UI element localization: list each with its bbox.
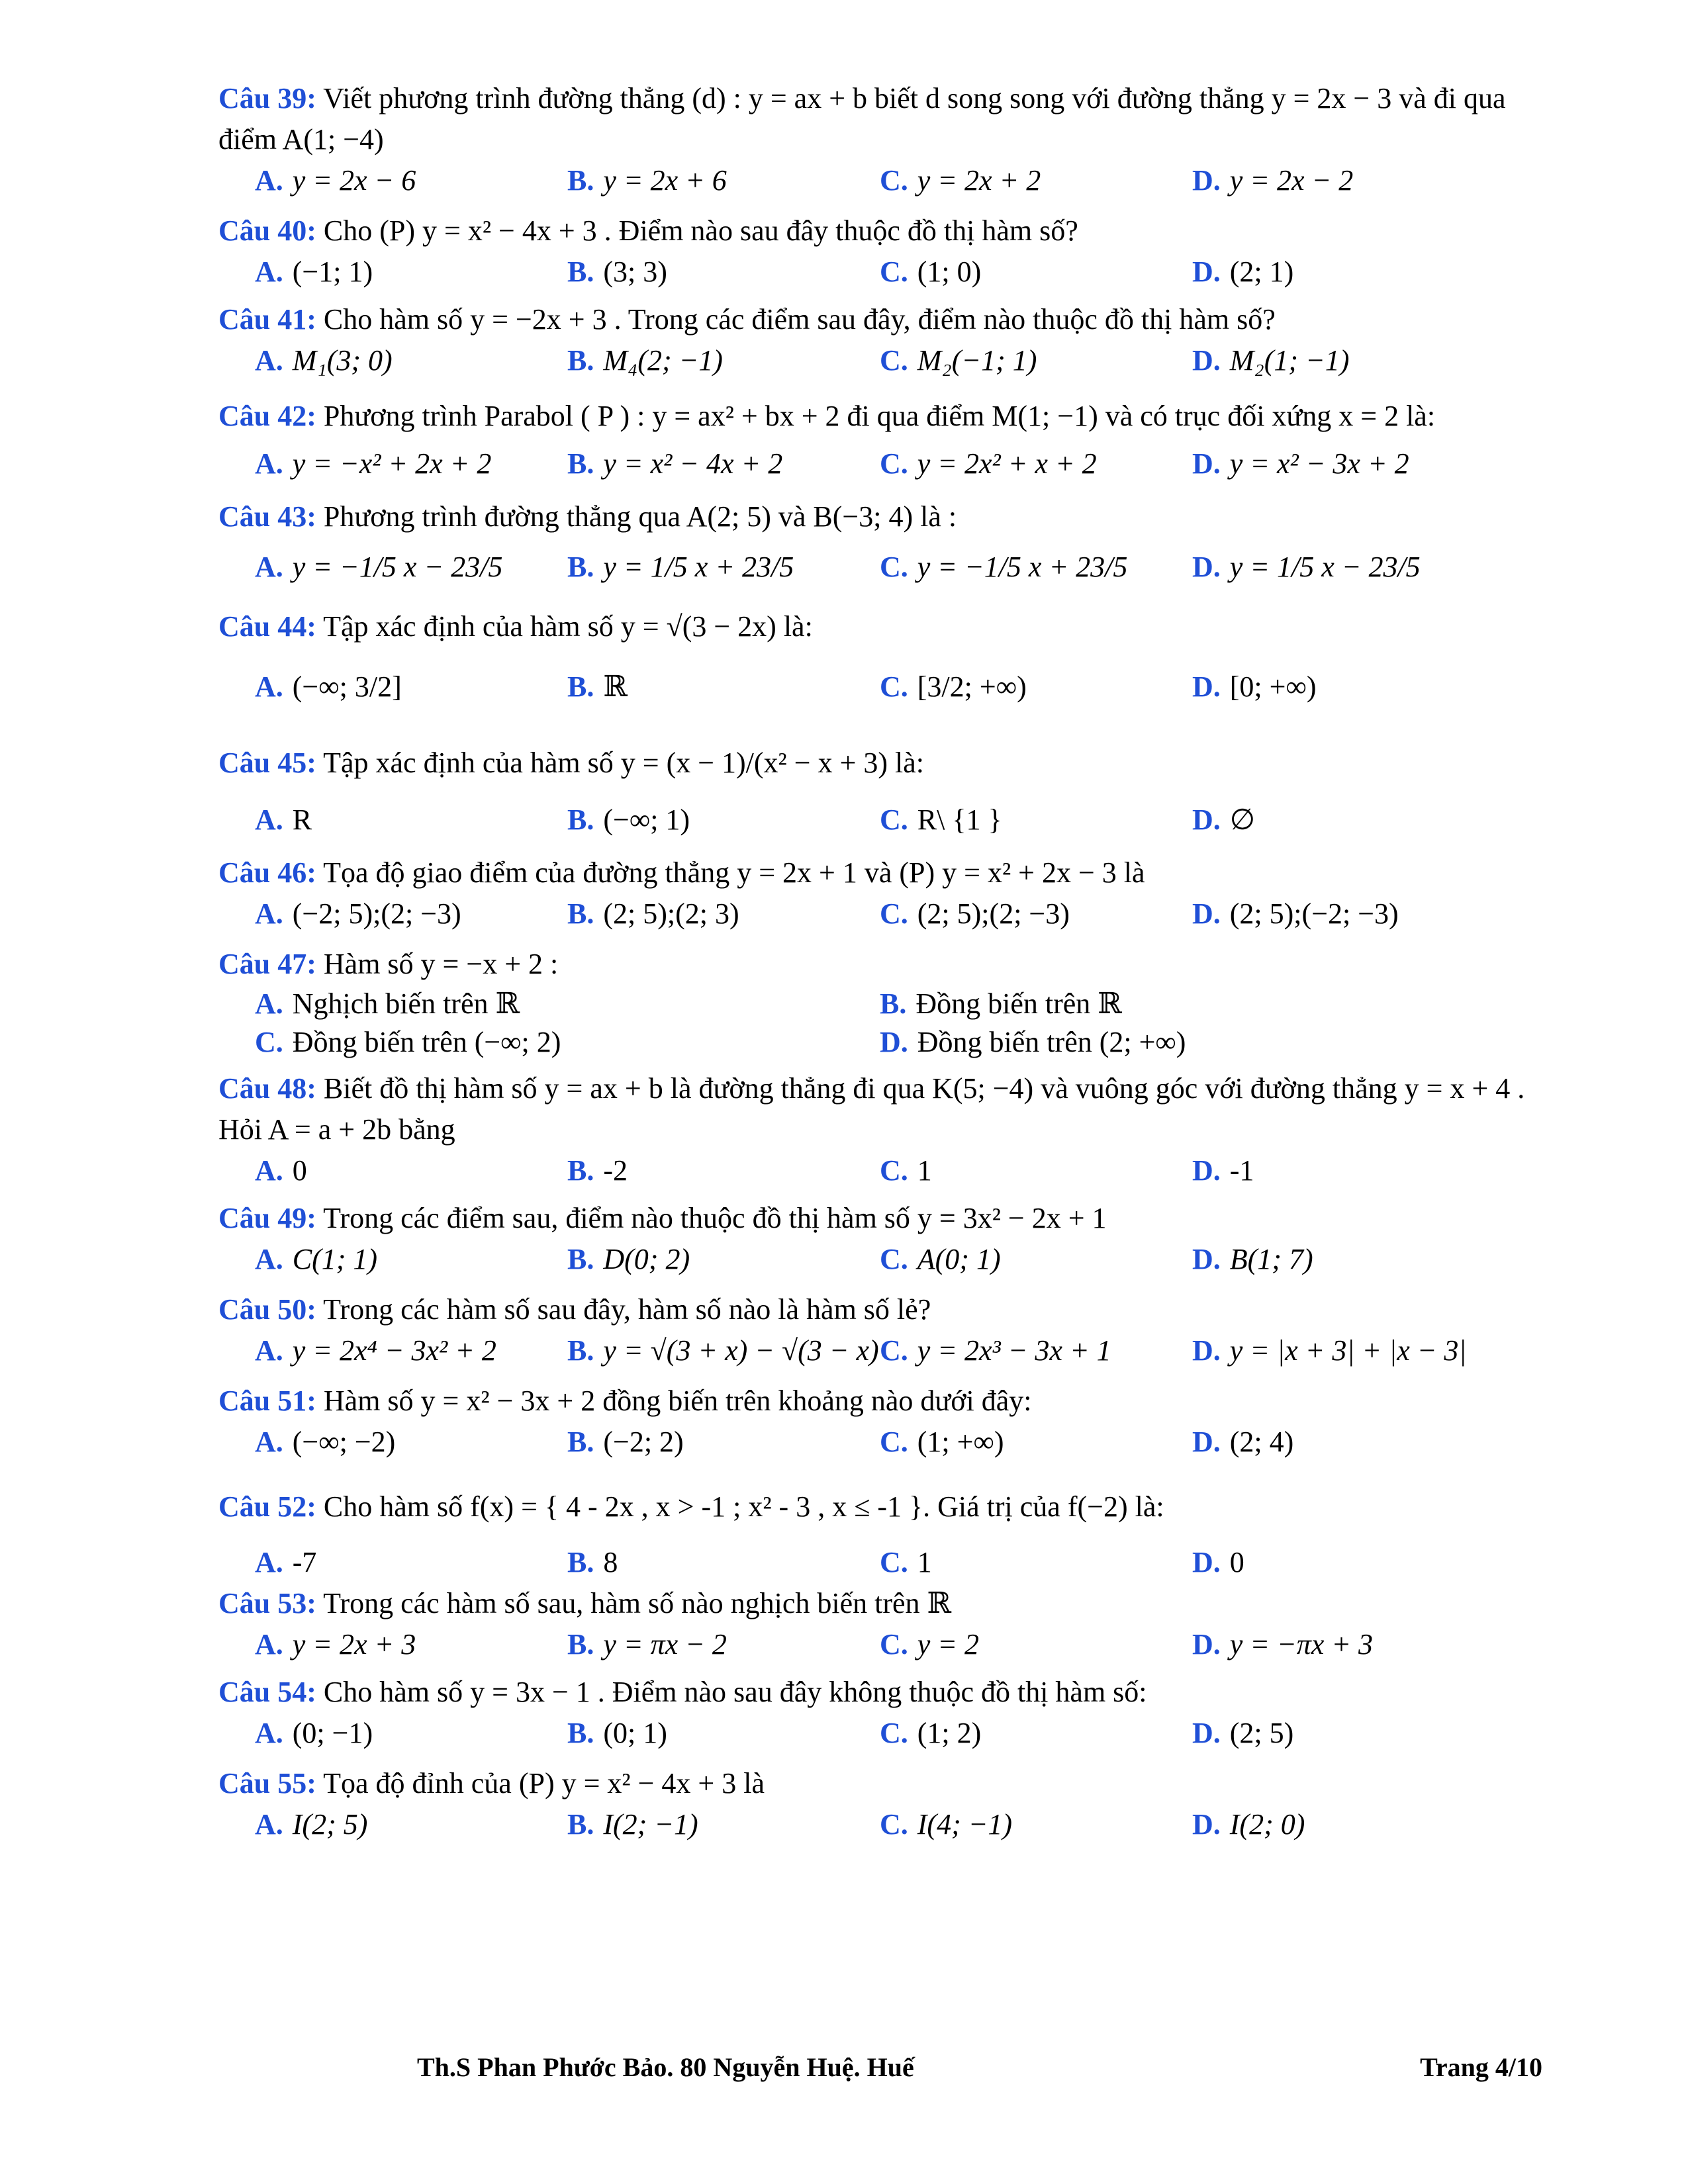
option-b-label: B. bbox=[567, 1628, 594, 1661]
question-number: Câu 55: bbox=[218, 1767, 316, 1799]
option-a-label: A. bbox=[255, 1546, 283, 1578]
page-number: Trang 4/10 bbox=[1420, 2052, 1542, 2082]
option-d[interactable]: y = −πx + 3 bbox=[1229, 1628, 1373, 1661]
question-number: Câu 39: bbox=[218, 82, 316, 114]
question-text: Trong các hàm số sau đây, hàm số nào là hàm số lẻ? bbox=[323, 1293, 931, 1326]
options-45 bbox=[255, 799, 1529, 841]
question-42 bbox=[218, 396, 1529, 437]
question-44 bbox=[218, 606, 1529, 647]
option-a-label: A. bbox=[255, 1628, 283, 1661]
option-d-label: D. bbox=[1192, 1808, 1221, 1841]
option-a[interactable]: R bbox=[292, 803, 312, 836]
option-a[interactable]: y = 2x⁴ − 3x² + 2 bbox=[292, 1334, 496, 1367]
option-d-label: D. bbox=[1192, 803, 1221, 836]
option-c-label: C. bbox=[880, 164, 908, 197]
question-number: Câu 48: bbox=[218, 1072, 316, 1105]
option-a[interactable]: I(2; 5) bbox=[292, 1808, 368, 1841]
option-b[interactable]: ℝ bbox=[603, 670, 628, 703]
question-text: Cho (P) y = x² − 4x + 3 . Điểm nào sau đây thuộc đồ thị hàm số? bbox=[323, 214, 1078, 247]
worksheet bbox=[218, 78, 1529, 1845]
option-a-label: A. bbox=[255, 1808, 283, 1841]
options-39 bbox=[255, 160, 1529, 201]
option-d-label: D. bbox=[1192, 670, 1221, 703]
question-54 bbox=[218, 1672, 1529, 1713]
option-a[interactable]: (−2; 5);(2; −3) bbox=[292, 897, 461, 930]
option-a[interactable]: (−∞; −2) bbox=[292, 1426, 396, 1458]
question-text: Tập xác định của hàm số y = (x − 1)/(x² − x + 3) là: bbox=[323, 747, 925, 779]
question-number: Câu 51: bbox=[218, 1385, 316, 1417]
question-text: Cho hàm số f(x) = { 4 - 2x , x > -1 ; x² - 3 , x ≤ -1 }. Giá trị của f(−2) là: bbox=[323, 1490, 1164, 1523]
option-b-label: B. bbox=[567, 1546, 594, 1578]
question-text: Phương trình Parabol ( P ) : y = ax² + bx + 2 đi qua điểm M(1; −1) và có trục đối xứng x = 2 là: bbox=[323, 400, 1436, 432]
option-d-label: D. bbox=[1192, 1154, 1221, 1187]
option-c[interactable]: Đồng biến trên (−∞; 2) bbox=[292, 1026, 561, 1058]
options-50 bbox=[255, 1330, 1529, 1371]
option-a-label: A. bbox=[255, 1334, 283, 1367]
question-52 bbox=[218, 1477, 1529, 1537]
option-c[interactable]: M₂(−1; 1) bbox=[917, 344, 1037, 377]
option-d[interactable]: y = |x + 3| + |x − 3| bbox=[1229, 1334, 1467, 1367]
question-text: Trong các điểm sau, điểm nào thuộc đồ thị hàm số y = 3x² − 2x + 1 bbox=[323, 1202, 1107, 1234]
footer-author: Th.S Phan Phước Bảo. 80 Nguyễn Huệ. Huế bbox=[417, 2052, 914, 2082]
option-c-label: C. bbox=[880, 447, 908, 480]
option-c-label: C. bbox=[880, 1334, 908, 1367]
question-45 bbox=[218, 733, 1529, 793]
option-d[interactable]: -1 bbox=[1229, 1154, 1254, 1187]
question-39 bbox=[218, 78, 1529, 160]
options-54 bbox=[255, 1713, 1529, 1754]
options-53 bbox=[255, 1624, 1529, 1665]
option-b[interactable]: (−∞; 1) bbox=[603, 803, 690, 836]
option-d[interactable]: y = 2x − 2 bbox=[1229, 164, 1354, 197]
option-b[interactable]: y = πx − 2 bbox=[603, 1628, 727, 1661]
options-49 bbox=[255, 1239, 1529, 1280]
option-b[interactable]: I(2; −1) bbox=[603, 1808, 698, 1841]
question-number: Câu 49: bbox=[218, 1202, 316, 1234]
option-c[interactable]: y = 2x + 2 bbox=[917, 164, 1041, 197]
option-c-label: C. bbox=[880, 1808, 908, 1841]
option-a[interactable]: M₁(3; 0) bbox=[292, 344, 393, 377]
option-b[interactable]: y = √(3 + x) − √(3 − x) bbox=[603, 1334, 879, 1367]
question-46 bbox=[218, 852, 1529, 893]
option-d-label: D. bbox=[1192, 1628, 1221, 1661]
option-b-label: B. bbox=[567, 897, 594, 930]
option-a[interactable]: y = 2x − 6 bbox=[292, 164, 416, 197]
option-c[interactable]: A(0; 1) bbox=[917, 1243, 1001, 1275]
option-d[interactable]: (2; 1) bbox=[1229, 255, 1294, 288]
options-42 bbox=[255, 443, 1529, 484]
option-b[interactable]: y = 1/5 x + 23/5 bbox=[603, 551, 794, 583]
option-d-label: D. bbox=[1192, 897, 1221, 930]
option-d[interactable]: M₂(1; −1) bbox=[1229, 344, 1350, 377]
options-41 bbox=[255, 340, 1529, 381]
option-c[interactable]: [3/2; +∞) bbox=[917, 670, 1027, 703]
option-c-label: C. bbox=[880, 897, 908, 930]
question-47 bbox=[218, 944, 1529, 985]
question-number: Câu 53: bbox=[218, 1587, 316, 1619]
option-b[interactable]: (3; 3) bbox=[603, 255, 667, 288]
option-b[interactable]: (−2; 2) bbox=[603, 1426, 684, 1458]
option-a-label: A. bbox=[255, 987, 283, 1020]
option-c-label: C. bbox=[880, 1154, 908, 1187]
question-number: Câu 43: bbox=[218, 500, 316, 533]
question-49 bbox=[218, 1198, 1529, 1239]
question-51 bbox=[218, 1381, 1529, 1422]
option-b[interactable]: y = x² − 4x + 2 bbox=[603, 447, 783, 480]
question-number: Câu 45: bbox=[218, 747, 316, 779]
question-number: Câu 41: bbox=[218, 303, 316, 336]
question-number: Câu 40: bbox=[218, 214, 316, 247]
option-c-label: C. bbox=[880, 1717, 908, 1749]
option-a-label: A. bbox=[255, 551, 283, 583]
option-c-label: C. bbox=[880, 255, 908, 288]
option-d-label: D. bbox=[1192, 1546, 1221, 1578]
option-a[interactable]: y = −1/5 x − 23/5 bbox=[292, 551, 503, 583]
option-b[interactable]: y = 2x + 6 bbox=[603, 164, 727, 197]
question-text: Hàm số y = x² − 3x + 2 đồng biến trên khoảng nào dưới đây: bbox=[323, 1385, 1032, 1417]
option-c[interactable]: (1; 0) bbox=[917, 255, 982, 288]
option-b-label: B. bbox=[567, 255, 594, 288]
option-b[interactable]: M₄(2; −1) bbox=[603, 344, 723, 377]
option-c[interactable]: (1; +∞) bbox=[917, 1426, 1004, 1458]
option-b[interactable]: (0; 1) bbox=[603, 1717, 667, 1749]
option-a-label: A. bbox=[255, 447, 283, 480]
option-d[interactable]: 0 bbox=[1229, 1546, 1244, 1578]
option-a[interactable]: Nghịch biến trên ℝ bbox=[292, 987, 520, 1020]
option-b-label: B. bbox=[567, 803, 594, 836]
option-a-label: A. bbox=[255, 164, 283, 197]
question-text: Cho hàm số y = 3x − 1 . Điểm nào sau đây không thuộc đồ thị hàm số: bbox=[323, 1676, 1147, 1708]
option-b-label: B. bbox=[567, 1243, 594, 1275]
option-a[interactable]: C(1; 1) bbox=[292, 1243, 378, 1275]
option-d[interactable]: (2; 4) bbox=[1229, 1426, 1294, 1458]
option-a-label: A. bbox=[255, 1243, 283, 1275]
option-b[interactable]: -2 bbox=[603, 1154, 628, 1187]
option-d-label: D. bbox=[1192, 1426, 1221, 1458]
question-number: Câu 50: bbox=[218, 1293, 316, 1326]
option-a-label: A. bbox=[255, 1717, 283, 1749]
option-d[interactable]: Đồng biến trên (2; +∞) bbox=[917, 1026, 1186, 1058]
option-d-label: D. bbox=[1192, 1334, 1221, 1367]
option-c-label: C. bbox=[880, 803, 908, 836]
option-c-label: C. bbox=[880, 344, 908, 377]
option-b-label: B. bbox=[567, 670, 594, 703]
option-a-label: A. bbox=[255, 670, 283, 703]
option-b-label: B. bbox=[567, 1334, 594, 1367]
question-text: Viết phương trình đường thẳng (d) : y = ax + b biết d song song với đường thẳng y = 2x − 3 và đi qua điểm A(1; −4) bbox=[218, 82, 1506, 156]
option-c-label: C. bbox=[880, 1426, 908, 1458]
option-b[interactable]: (2; 5);(2; 3) bbox=[603, 897, 739, 930]
question-text: Tập xác định của hàm số y = √(3 − 2x) là: bbox=[323, 610, 813, 643]
option-d-label: D. bbox=[1192, 551, 1221, 583]
option-a[interactable]: (0; −1) bbox=[292, 1717, 373, 1749]
option-c[interactable]: R\ {1 } bbox=[917, 803, 1002, 836]
option-a[interactable]: -7 bbox=[292, 1546, 317, 1578]
question-48 bbox=[218, 1068, 1529, 1150]
question-number: Câu 47: bbox=[218, 948, 316, 980]
option-a[interactable]: y = 2x + 3 bbox=[292, 1628, 416, 1661]
option-b-label: B. bbox=[567, 1154, 594, 1187]
option-a-label: A. bbox=[255, 803, 283, 836]
option-c-label: C. bbox=[880, 1243, 908, 1275]
question-53 bbox=[218, 1583, 1529, 1624]
option-d-label: D. bbox=[1192, 447, 1221, 480]
question-40 bbox=[218, 210, 1529, 251]
option-c[interactable]: 1 bbox=[917, 1154, 932, 1187]
option-a-label: A. bbox=[255, 255, 283, 288]
question-50 bbox=[218, 1289, 1529, 1330]
question-number: Câu 46: bbox=[218, 856, 316, 889]
option-d[interactable]: y = x² − 3x + 2 bbox=[1229, 447, 1409, 480]
question-text: Cho hàm số y = −2x + 3 . Trong các điểm sau đây, điểm nào thuộc đồ thị hàm số? bbox=[323, 303, 1276, 336]
option-a-label: A. bbox=[255, 1154, 283, 1187]
question-43 bbox=[218, 496, 1529, 537]
option-c-label: C. bbox=[255, 1026, 283, 1058]
option-d[interactable]: ∅ bbox=[1229, 803, 1256, 836]
option-c[interactable]: (1; 2) bbox=[917, 1717, 982, 1749]
option-c-label: C. bbox=[880, 1546, 908, 1578]
option-c[interactable]: (2; 5);(2; −3) bbox=[917, 897, 1070, 930]
option-d[interactable]: (2; 5) bbox=[1229, 1717, 1294, 1749]
question-text: Biết đồ thị hàm số y = ax + b là đường thẳng đi qua K(5; −4) và vuông góc với đường thẳng y = x + 4 . Hỏi A = a + 2b bằng bbox=[218, 1072, 1525, 1146]
option-a-label: A. bbox=[255, 897, 283, 930]
option-b-label: B. bbox=[567, 344, 594, 377]
option-b[interactable]: Đồng biến trên ℝ bbox=[915, 987, 1122, 1020]
option-c[interactable]: y = 2x³ − 3x + 1 bbox=[917, 1334, 1111, 1367]
question-text: Trong các hàm số sau, hàm số nào nghịch biến trên ℝ bbox=[323, 1587, 952, 1619]
page-footer bbox=[417, 2052, 1542, 2083]
question-text: Tọa độ đỉnh của (P) y = x² − 4x + 3 là bbox=[323, 1767, 765, 1799]
option-a-label: A. bbox=[255, 1426, 283, 1458]
option-b-label: B. bbox=[567, 551, 594, 583]
option-d-label: D. bbox=[1192, 255, 1221, 288]
option-a[interactable]: 0 bbox=[292, 1154, 307, 1187]
options-40 bbox=[255, 251, 1529, 293]
option-d[interactable]: [0; +∞) bbox=[1229, 670, 1317, 703]
option-a-label: A. bbox=[255, 344, 283, 377]
option-c[interactable]: y = 2 bbox=[917, 1628, 980, 1661]
option-b-label: B. bbox=[880, 987, 907, 1020]
option-c[interactable]: 1 bbox=[917, 1546, 932, 1578]
options-44 bbox=[255, 647, 1529, 727]
option-d[interactable]: B(1; 7) bbox=[1229, 1243, 1313, 1275]
options-46 bbox=[255, 893, 1529, 934]
option-b-label: B. bbox=[567, 447, 594, 480]
option-c-label: C. bbox=[880, 551, 908, 583]
option-d-label: D. bbox=[1192, 1717, 1221, 1749]
option-b[interactable]: D(0; 2) bbox=[603, 1243, 690, 1275]
option-d-label: D. bbox=[1192, 1243, 1221, 1275]
options-51 bbox=[255, 1422, 1529, 1463]
options-48 bbox=[255, 1150, 1529, 1191]
option-d[interactable]: y = 1/5 x − 23/5 bbox=[1229, 551, 1421, 583]
option-d-label: D. bbox=[1192, 164, 1221, 197]
option-d[interactable]: I(2; 0) bbox=[1229, 1808, 1305, 1841]
question-41 bbox=[218, 299, 1529, 340]
option-b-label: B. bbox=[567, 1717, 594, 1749]
options-43 bbox=[255, 537, 1529, 597]
option-d-label: D. bbox=[880, 1026, 908, 1058]
option-b-label: B. bbox=[567, 164, 594, 197]
option-c[interactable]: y = −1/5 x + 23/5 bbox=[917, 551, 1128, 583]
question-text: Phương trình đường thẳng qua A(2; 5) và B(−3; 4) là : bbox=[323, 500, 957, 533]
option-b[interactable]: 8 bbox=[603, 1546, 618, 1578]
question-55 bbox=[218, 1763, 1529, 1804]
option-d-label: D. bbox=[1192, 344, 1221, 377]
option-c[interactable]: I(4; −1) bbox=[917, 1808, 1013, 1841]
options-55 bbox=[255, 1804, 1529, 1845]
question-text: Hàm số y = −x + 2 : bbox=[323, 948, 559, 980]
option-c-label: C. bbox=[880, 670, 908, 703]
question-number: Câu 52: bbox=[218, 1490, 316, 1523]
option-c-label: C. bbox=[880, 1628, 908, 1661]
question-number: Câu 54: bbox=[218, 1676, 316, 1708]
option-a[interactable]: (−∞; 3/2] bbox=[292, 670, 402, 703]
question-number: Câu 44: bbox=[218, 610, 316, 643]
option-c[interactable]: y = 2x² + x + 2 bbox=[917, 447, 1097, 480]
option-b-label: B. bbox=[567, 1426, 594, 1458]
options-52 bbox=[255, 1542, 1529, 1583]
question-text: Tọa độ giao điểm của đường thẳng y = 2x + 1 và (P) y = x² + 2x − 3 là bbox=[323, 856, 1145, 889]
option-d[interactable]: (2; 5);(−2; −3) bbox=[1229, 897, 1399, 930]
question-number: Câu 42: bbox=[218, 400, 316, 432]
option-b-label: B. bbox=[567, 1808, 594, 1841]
option-a[interactable]: y = −x² + 2x + 2 bbox=[292, 447, 492, 480]
option-a[interactable]: (−1; 1) bbox=[292, 255, 373, 288]
options-47 bbox=[255, 985, 1529, 1062]
